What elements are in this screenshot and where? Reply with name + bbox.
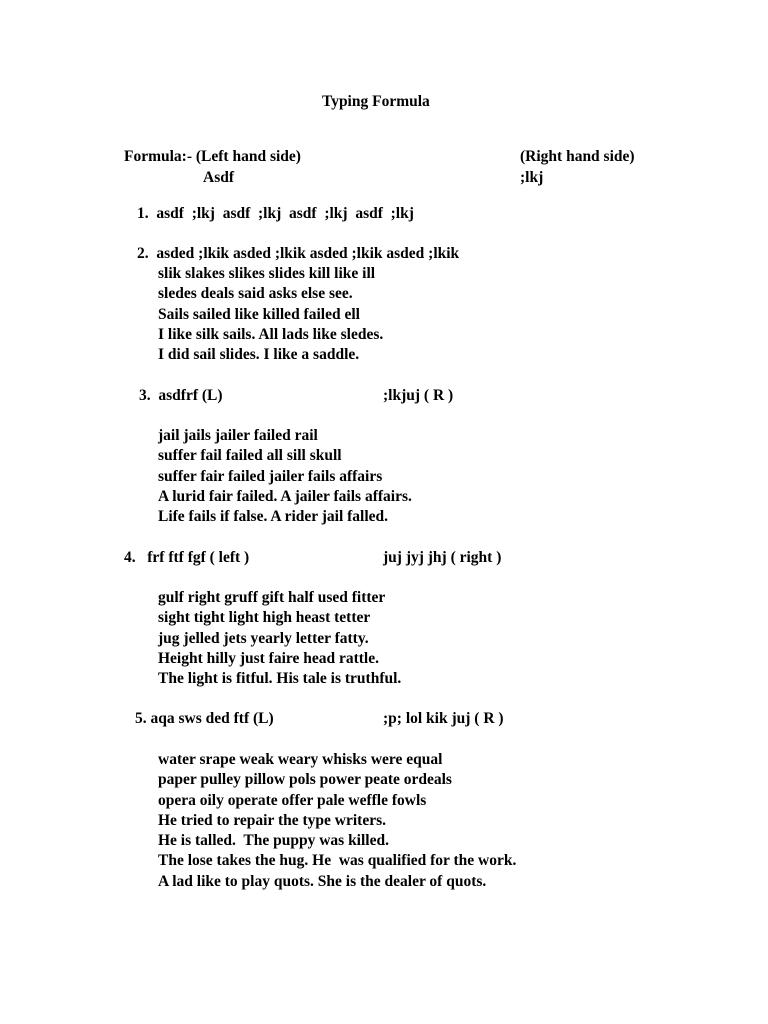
section-2-lines xyxy=(158,264,383,365)
practice-line: sight tight light high heast tetter xyxy=(158,609,371,627)
practice-line: The light is fitful. His tale is truthful. xyxy=(158,670,402,688)
practice-line: sledes deals said asks else see. xyxy=(158,285,353,303)
practice-line: The lose takes the hug. He was qualified for the work. xyxy=(158,852,517,870)
formula-keys-left: Asdf xyxy=(203,169,235,186)
practice-line: A lad like to play quots. She is the dealer of quots. xyxy=(158,872,487,890)
practice-line: I like silk sails. All lads like sledes. xyxy=(158,325,384,343)
practice-line: suffer fail failed all sill skull xyxy=(158,447,342,465)
practice-line: jug jelled jets yearly letter fatty. xyxy=(158,629,369,647)
section-5-heading-left: 5. aqa sws ded ftf (L) xyxy=(135,710,274,727)
practice-line: paper pulley pillow pols power peate ordeals xyxy=(158,771,452,789)
practice-line: Sails sailed like killed failed ell xyxy=(158,305,360,323)
practice-line: Height hilly just faire head rattle. xyxy=(158,649,379,667)
practice-line: water srape weak weary whisks were equal xyxy=(158,751,443,768)
practice-line: gulf right gruff gift half used fitter xyxy=(158,589,386,606)
practice-line: A lurid fair failed. A jailer fails affairs. xyxy=(158,487,412,505)
formula-label-left: Formula:- (Left hand side) xyxy=(124,148,301,165)
section-4-heading-left: 4. frf ftf fgf ( left ) xyxy=(124,549,250,566)
section-4-heading-right: juj jyj jhj ( right ) xyxy=(383,549,502,566)
section-1-heading: 1. asdf ;lkj asdf ;lkj asdf ;lkj asdf ;lkj xyxy=(137,205,414,222)
section-3-heading-left: 3. asdfrf (L) xyxy=(139,387,223,404)
practice-line: opera oily operate offer pale weffle fowls xyxy=(158,791,427,809)
practice-line: He is talled. The puppy was killed. xyxy=(158,832,389,850)
section-3-heading-right: ;lkjuj ( R ) xyxy=(383,387,454,404)
practice-line: Life fails if false. A rider jail falled. xyxy=(158,508,389,526)
page-title: Typing Formula xyxy=(322,93,430,110)
section-5-lines xyxy=(158,750,516,892)
section-3-lines xyxy=(158,426,412,527)
formula-keys-right: ;lkj xyxy=(520,169,544,186)
practice-line: slik slakes slikes slides kill like ill xyxy=(158,265,376,282)
practice-line: He tried to repair the type writers. xyxy=(158,811,386,829)
practice-line: I did sail slides. I like a saddle. xyxy=(158,346,360,364)
practice-line: jail jails jailer failed rail xyxy=(158,427,318,444)
section-4-lines xyxy=(158,588,401,689)
practice-line: suffer fair failed jailer fails affairs xyxy=(158,467,383,485)
section-2-heading: 2. asded ;lkik asded ;lkik asded ;lkik asded ;lkik xyxy=(137,245,460,262)
formula-label-right: (Right hand side) xyxy=(520,148,635,165)
section-5-heading-right: ;p; lol kik juj ( R ) xyxy=(383,710,504,727)
